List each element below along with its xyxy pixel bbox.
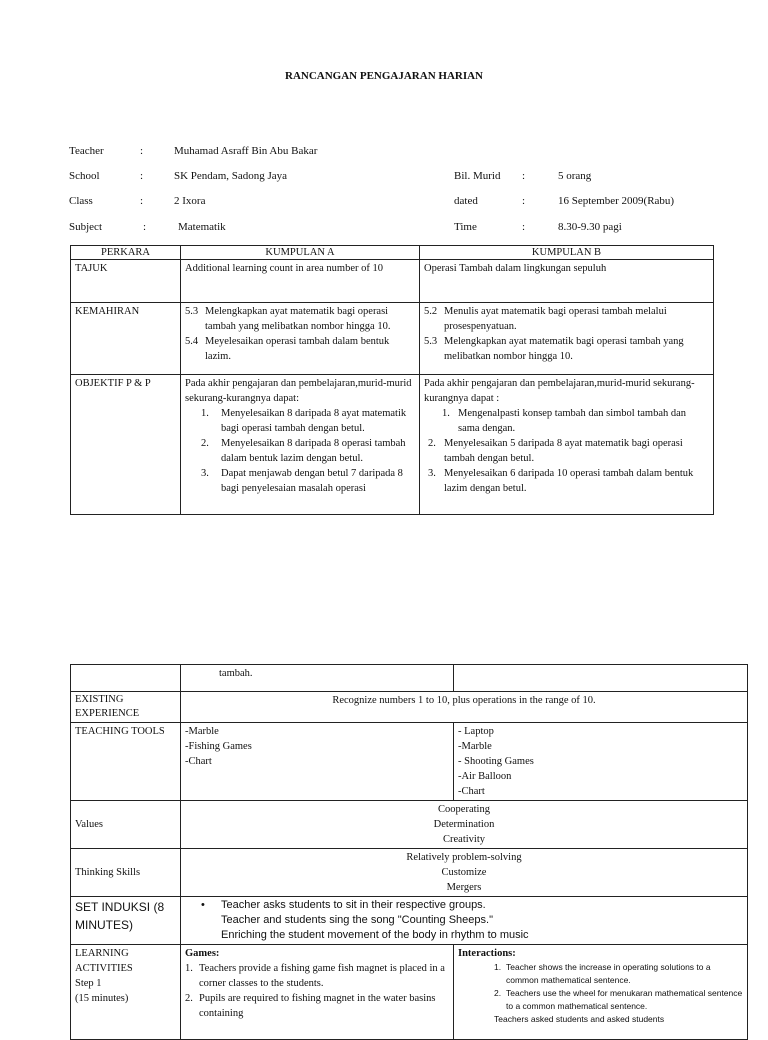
list-item: 2. Pupils are required to fishing magnet in the water basins containing (185, 993, 436, 1019)
objektif-a (181, 375, 420, 515)
list-item: Teacher asks students to sit in their respective groups. (221, 899, 486, 911)
subject-label: Subject (69, 221, 102, 233)
lesson-plan-table-1 (70, 245, 714, 515)
thinking-list (181, 849, 748, 897)
time-value: 8.30-9.30 pagi (558, 221, 622, 233)
row-label-values: Values (71, 801, 181, 849)
table-row (71, 723, 748, 801)
learning-a-title: Games: (185, 948, 220, 959)
list-item: Cooperating (438, 804, 490, 815)
school-label: School (69, 170, 100, 182)
table-row (71, 375, 714, 515)
objektif-b-intro: Pada akhir pengajaran dan pembelajaran,murid-murid sekurang-kurangnya dapat : (424, 378, 695, 404)
row-label-set-induksi: SET INDUKSI (8 MINUTES) (71, 897, 181, 945)
kemahiran-a (181, 303, 420, 375)
murid-label: Bil. Murid (454, 170, 501, 182)
list-item: -Chart (185, 756, 212, 767)
list-item: 3. Menyelesaikan 6 daripada 10 operasi tambah dalam bentuk lazim dengan betul. (428, 468, 694, 494)
subject-value: Matematik (178, 221, 226, 233)
document-title: RANCANGAN PENGAJARAN HARIAN (285, 70, 483, 82)
lesson-plan-table-2 (70, 664, 748, 1040)
class-label: Class (69, 195, 93, 207)
learning-b (454, 945, 748, 1040)
list-item: -Chart (458, 786, 485, 797)
colon: : (522, 195, 526, 207)
list-item: -Fishing Games (185, 741, 252, 752)
list-item: -Marble (458, 741, 492, 752)
list-item: 2. Teachers use the wheel for menukaran mathematical sentence to a common mathematical sentence. (494, 988, 743, 1011)
tools-a (181, 723, 454, 801)
existing-text: Recognize numbers 1 to 10, plus operations in the range of 10. (181, 692, 748, 723)
values-list (181, 801, 748, 849)
kemahiran-b (420, 303, 714, 375)
list-item: 5.2 Menulis ayat matematik bagi operasi tambah melalui prosespenyatuan. (424, 306, 667, 332)
list-item: Teacher and students sing the song "Counting Sheeps." (221, 914, 493, 926)
table-row (71, 801, 748, 849)
list-item: Creativity (443, 834, 485, 845)
list-item: Determination (433, 819, 495, 830)
list-item: - Shooting Games (458, 756, 534, 767)
table-row (71, 897, 748, 945)
objektif-b (420, 375, 714, 515)
learning-a (181, 945, 454, 1040)
continued-text: tambah. (181, 665, 454, 692)
colon: : (522, 170, 526, 182)
bullet: • (201, 899, 205, 911)
teacher-value: Muhamad Asraff Bin Abu Bakar (174, 145, 318, 157)
dated-value: 16 September 2009(Rabu) (558, 195, 675, 207)
set-induksi-content (181, 897, 748, 945)
header-kumpulan-a: KUMPULAN A (181, 246, 420, 260)
tajuk-b: Operasi Tambah dalam lingkungan sepuluh (420, 260, 714, 303)
list-item: Enriching the student movement of the body in rhythm to music (221, 929, 529, 941)
list-item: 5.3 Melengkapkan ayat matematik bagi operasi tambah yang melibatkan nombor hingga 10. (185, 306, 391, 332)
row-label-kemahiran: KEMAHIRAN (71, 303, 181, 375)
row-label-tajuk: TAJUK (71, 260, 181, 303)
list-item: 5.3 Melengkapkan ayat matematik bagi operasi tambah yang melibatkan nombor hingga 10. (424, 336, 684, 362)
objektif-a-intro: Pada akhir pengajaran dan pembelajaran,murid-murid sekurang-kurangnya dapat: (185, 378, 412, 404)
colon: : (143, 221, 147, 233)
list-item: 1. Teachers provide a fishing game fish magnet is placed in a corner classes to the students. (185, 963, 445, 989)
row-label-thinking: Thinking Skills (71, 849, 181, 897)
list-item: Teachers asked students and asked students (494, 1014, 665, 1024)
tools-b (454, 723, 748, 801)
learning-label: LEARNING ACTIVITIES (75, 948, 133, 974)
list-item: Relatively problem-solving (406, 852, 522, 863)
class-value: 2 Ixora (174, 195, 206, 207)
row-label-tools: TEACHING TOOLS (71, 723, 181, 801)
header-perkara: PERKARA (71, 246, 181, 260)
list-item: -Air Balloon (458, 771, 512, 782)
table-row (71, 303, 714, 375)
list-item: Mergers (446, 882, 482, 893)
row-label-existing: EXISTING EXPERIENCE (71, 692, 181, 723)
table-row (71, 260, 714, 303)
list-item: 3. Dapat menjawab dengan betul 7 daripada 8 bagi penyelesaian masalah operasi (201, 468, 403, 494)
time-label: Time (454, 221, 477, 233)
table-row (71, 692, 748, 723)
school-value: SK Pendam, Sadong Jaya (174, 170, 288, 182)
row-label-objektif: OBJEKTIF P & P (71, 375, 181, 515)
table-row (71, 665, 748, 692)
list-item: 1. Mengenalpasti konsep tambah dan simbol tambah dan sama dengan. (442, 408, 687, 434)
learning-step: Step 1 (75, 978, 102, 989)
list-item: 2. Menyelesaikan 5 daripada 8 ayat matematik bagi operasi tambah dengan betul. (428, 438, 683, 464)
murid-value: 5 orang (558, 170, 592, 182)
learning-duration: (15 minutes) (75, 993, 129, 1004)
list-item: 1. Menyelesaikan 8 daripada 8 ayat matematik bagi operasi tambah dengan betul. (201, 408, 407, 434)
teacher-label: Teacher (69, 145, 104, 157)
list-item: 1. Teacher shows the increase in operating solutions to a common mathematical sentence. (494, 962, 711, 985)
list-item: - Laptop (458, 726, 494, 737)
colon: : (140, 195, 144, 207)
list-item: -Marble (185, 726, 219, 737)
dated-label: dated (454, 195, 478, 207)
list-item: 2. Menyelesaikan 8 daripada 8 operasi tambah dalam bentuk lazim dengan betul. (201, 438, 406, 464)
header-kumpulan-b: KUMPULAN B (420, 246, 714, 260)
tajuk-a: Additional learning count in area number of 10 (181, 260, 420, 303)
colon: : (522, 221, 526, 233)
table-row (71, 945, 748, 1040)
learning-b-title: Interactions: (458, 948, 516, 959)
row-label-learning (71, 945, 181, 1040)
colon: : (140, 145, 144, 157)
colon: : (140, 170, 144, 182)
list-item: Customize (441, 867, 487, 878)
table-row (71, 849, 748, 897)
list-item: 5.4 Meyelesaikan operasi tambah dalam bentuk lazim. (185, 336, 390, 362)
